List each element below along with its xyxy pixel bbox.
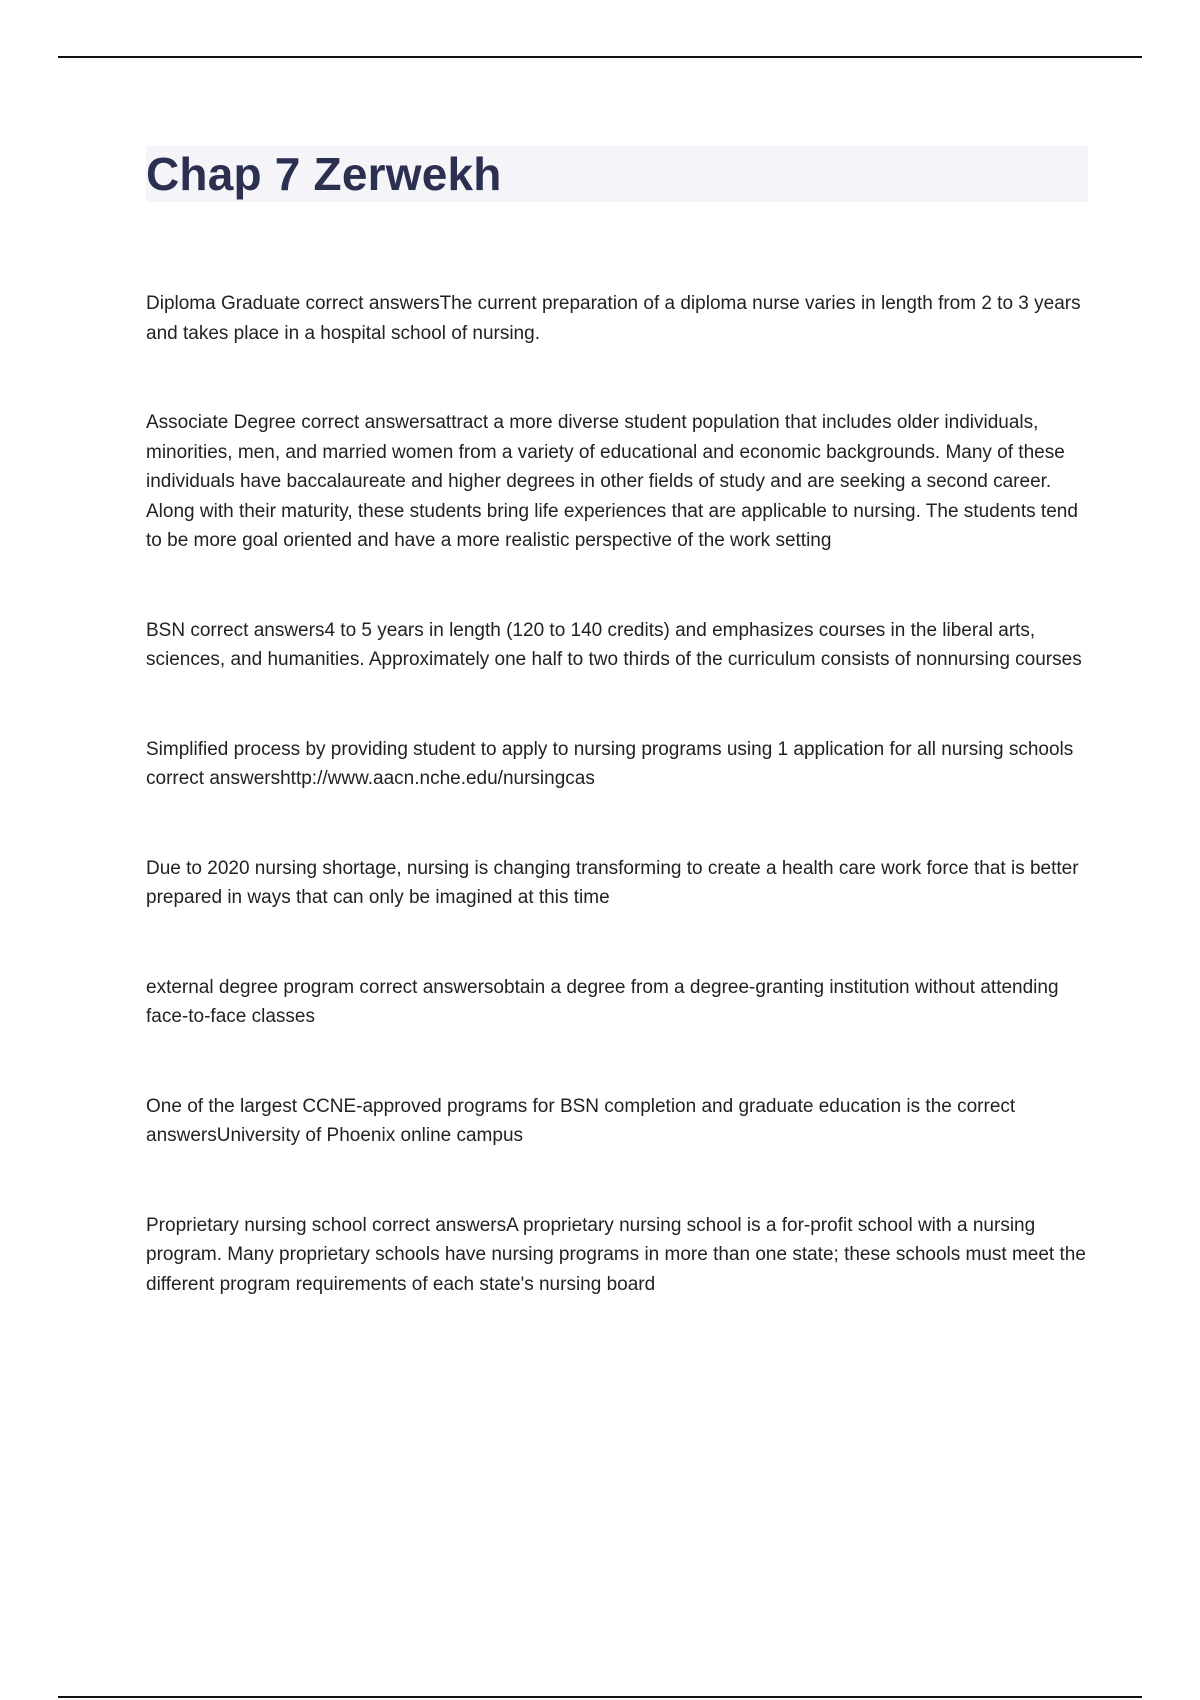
document-title: Chap 7 Zerwekh [146, 148, 502, 200]
entry-simplified-process: Simplified process by providing student to apply to nursing programs using 1 application for all nursing schools correct answershttp://www.aacn.nche.edu/nursingcas [146, 738, 1074, 789]
entry-nursing-shortage: Due to 2020 nursing shortage, nursing is changing transforming to create a health care work force that is better prepared in ways that can only be imagined at this time [146, 857, 1079, 908]
bottom-rule [58, 1696, 1142, 1698]
entry-proprietary-school: Proprietary nursing school correct answersA proprietary nursing school is a for-profit school with a nursing program. Many proprietary schools have nursing programs in more than one state; these schools must meet the different program requirements of each state's nursing board [146, 1214, 1086, 1295]
entry-list [146, 289, 1090, 1359]
entry-diploma-graduate: Diploma Graduate correct answersThe current preparation of a diploma nurse varies in length from 2 to 3 years and takes place in a hospital school of nursing. [146, 293, 1081, 344]
entry-bsn: BSN correct answers4 to 5 years in length (120 to 140 credits) and emphasizes courses in the liberal arts, sciences, and humanities. Approximately one half to two thirds of the curriculum consists of nonnursing courses [146, 619, 1082, 670]
top-rule [58, 56, 1142, 58]
entry-associate-degree: Associate Degree correct answersattract a more diverse student population that includes older individuals, minorities, men, and married women from a variety of educational and economic backgrounds. Many of these individuals have baccalaureate and higher degrees in other fields of study and are seeking a second career. Along with their maturity, these students bring life experiences that are applicable to nursing. The students tend to be more goal oriented and have a more realistic perspective of the work setting [146, 412, 1078, 551]
entry-ccne-programs: One of the largest CCNE-approved programs for BSN completion and graduate education is the correct answersUniversity of Phoenix online campus [146, 1095, 1016, 1146]
entry-external-degree: external degree program correct answersobtain a degree from a degree-granting institution without attending face-to-face classes [146, 976, 1059, 1027]
